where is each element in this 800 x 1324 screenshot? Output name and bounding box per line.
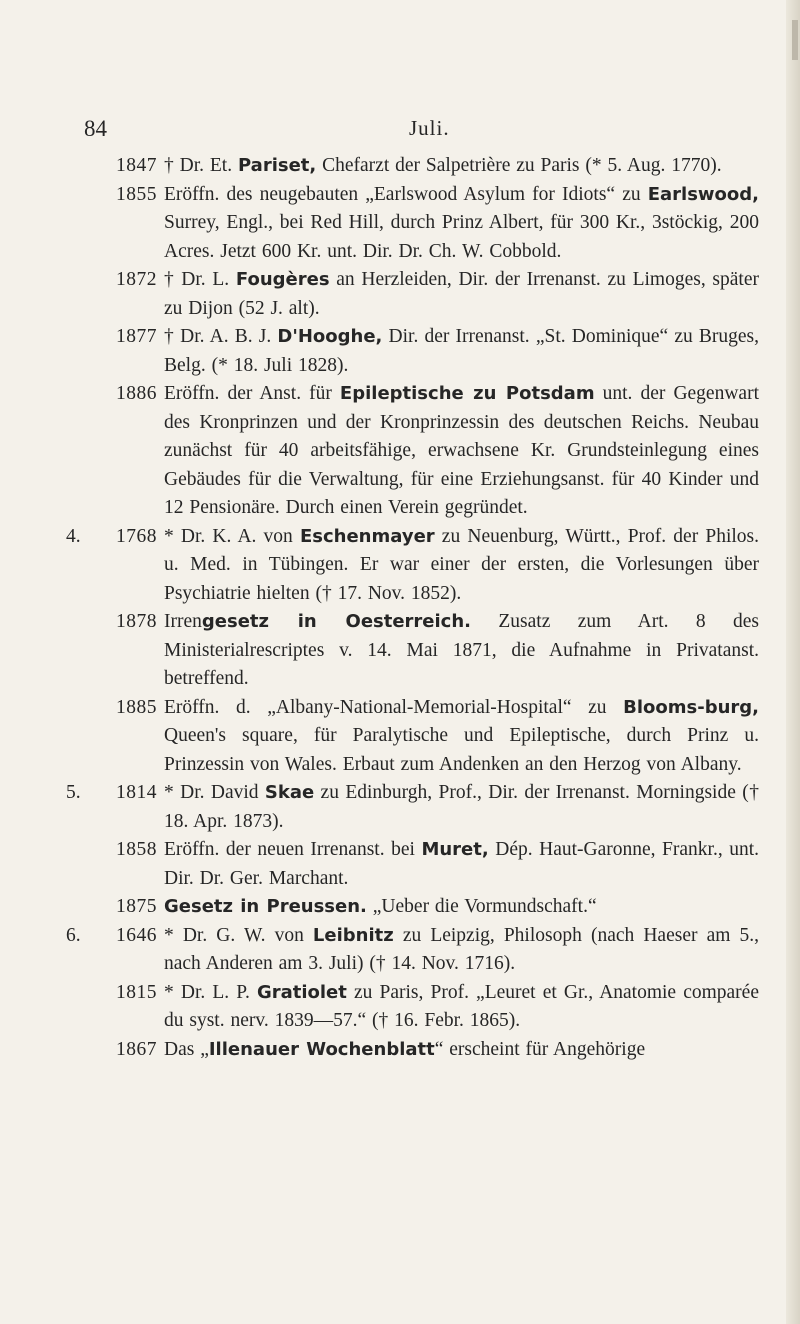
entry-text — [164, 694, 759, 780]
entry-text-pre: Eröffn. d. „Albany-National-Memorial-Hospital“ zu — [164, 696, 624, 718]
entry — [0, 979, 800, 1036]
entry-year: 1872 — [116, 269, 157, 290]
entry-name: Eschenmayer — [299, 525, 435, 547]
entry-text-post: zu Paris, Prof. „Leuret et Gr., Anatomie comparée du syst. nerv. 1839—57.“ († 16. Febr. 1865). — [164, 981, 759, 1031]
entry-text-pre: † Dr. A. B. J. — [164, 326, 278, 347]
page-edge-mark — [792, 20, 798, 60]
entry-text-post: “ erscheint für Angehörige — [434, 1038, 646, 1060]
entry-name: Epileptische zu Potsdam — [339, 383, 595, 404]
entry-text — [164, 922, 759, 979]
entry-text — [164, 608, 759, 694]
entry-text-post: Dir. der Irrenanst. „St. Dominique“ zu Bruges, Belg. (* 18. Juli 1828). — [164, 326, 759, 376]
entry-text-pre: Eröffn. des neugebauten „Earlswood Asylum for Idiots“ zu — [164, 183, 648, 205]
entry-text-pre: * Dr. K. A. von — [164, 525, 300, 547]
entry — [0, 266, 800, 323]
entry-name: Earlswood, — [647, 183, 759, 205]
entry-text-pre: Eröffn. der Anst. für — [164, 383, 340, 404]
entry — [0, 152, 800, 181]
entry — [0, 380, 800, 523]
entry-year: 1814 — [116, 782, 157, 803]
entry-text — [164, 836, 759, 893]
entry-text — [164, 893, 759, 922]
entry-text-post: zu Leipzig, Philosoph (nach Haeser am 5., nach Anderen am 3. Juli) († 14. Nov. 1716). — [164, 924, 759, 974]
entry-text-post: Zusatz zum Art. 8 des Ministerialrescriptes v. 14. Mai 1871, die Aufnahme in Privatanst. betreffend. — [164, 611, 759, 689]
entry-text — [164, 779, 759, 836]
entry-name: Fougères — [235, 269, 330, 290]
entry-text-pre: Eröffn. der neuen Irrenanst. bei — [164, 839, 422, 860]
entry — [0, 922, 800, 979]
entry — [0, 608, 800, 694]
entry-day: 5. — [66, 782, 81, 803]
entry-text-post: Chefarzt der Salpetrière zu Paris (* 5. Aug. 1770). — [316, 155, 722, 176]
entry-text-pre: Das „ — [164, 1038, 209, 1060]
entry-text-post: zu Edinburgh, Prof., Dir. der Irrenanst. Morningside († 18. Apr. 1873). — [164, 782, 759, 832]
page-number: 84 — [84, 116, 107, 141]
entry-text-pre: * Dr. L. P. — [164, 981, 257, 1003]
entry-day: 6. — [66, 924, 81, 946]
entry — [0, 836, 800, 893]
entry — [0, 323, 800, 380]
entry-year: 1858 — [116, 839, 157, 860]
entry-text — [164, 152, 759, 181]
entry-text-pre: * Dr. G. W. von — [164, 924, 313, 946]
entry — [0, 779, 800, 836]
entry-text — [164, 181, 759, 267]
entry-name: Illenauer Wochenblatt — [208, 1038, 435, 1060]
entry-text-pre: Irren — [164, 611, 202, 632]
entry-year: 1885 — [116, 696, 157, 718]
entry-name: Blooms-burg, — [623, 696, 759, 718]
entry-name: Muret, — [421, 839, 489, 860]
entry-year: 1855 — [116, 183, 157, 205]
entry-name: D'Hooghe, — [277, 326, 383, 347]
entry-name: Gesetz in Preussen. — [164, 896, 367, 917]
entry-year: 1877 — [116, 326, 157, 347]
entry-year: 1847 — [116, 155, 157, 176]
entry-text-post: an Herzleiden, Dir. der Irrenanst. zu Limoges, später zu Dijon (52 J. alt). — [164, 269, 759, 319]
entry-year: 1646 — [116, 924, 157, 946]
entry-text-post: Dép. Haut-Garonne, Frankr., unt. Dir. Dr. Ger. Marchant. — [164, 839, 760, 889]
entry-year: 1768 — [116, 525, 157, 547]
entry-text — [164, 523, 759, 609]
entry — [0, 523, 800, 609]
entry-text-post: zu Neuenburg, Württ., Prof. der Philos. u. Med. in Tübingen. Er war einer der ersten, die Vorlesungen über Psychiatrie hielten († 17. Nov. 1852). — [164, 525, 759, 604]
entry-name: Pariset, — [237, 155, 317, 176]
entry-text — [164, 1036, 759, 1065]
entry-year: 1867 — [116, 1038, 157, 1060]
chronicle-entries — [0, 152, 800, 1064]
entry-text-pre: * Dr. David — [164, 782, 265, 803]
entry-text-pre: † Dr. Et. — [164, 155, 238, 176]
entry-year: 1815 — [116, 981, 157, 1003]
entry — [0, 181, 800, 267]
entry-text-pre: † Dr. L. — [164, 269, 236, 290]
entry-text-post: unt. der Gegenwart des Kronprinzen und der Kronprinzessin des deutschen Reichs. Neubau zunächst für 40 arbeitsfähige, erwachsene Kr. Grundsteinlegung eines Gebäudes für die Verwaltung, für eine Erziehungsanst. für 40 Kinder und 12 Pensionäre. Durch einen Verein gegründet. — [164, 383, 759, 518]
entry-day: 4. — [66, 525, 81, 547]
entry-name: gesetz in Oesterreich. — [201, 611, 472, 632]
entry-text — [164, 266, 759, 323]
entry — [0, 1036, 800, 1065]
entry-text-post: Queen's square, für Paralytische und Epileptische, durch Prinz u. Prinzessin von Wales. Erbaut zum Andenken an den Herzog von Albany. — [164, 725, 759, 775]
entry-name: Skae — [264, 782, 315, 803]
entry-text-post: „Ueber die Vormundschaft.“ — [366, 896, 597, 917]
entry-text-post: Surrey, Engl., bei Red Hill, durch Prinz Albert, für 300 Kr., 3stöckig, 200 Acres. Jetzt 600 Kr. unt. Dir. Dr. Ch. W. Cobbold. — [164, 212, 759, 262]
page-header — [0, 108, 800, 148]
entry-year: 1875 — [116, 896, 157, 917]
entry — [0, 694, 800, 780]
entry-year: 1886 — [116, 383, 157, 404]
entry-year: 1878 — [116, 611, 157, 632]
running-title: Juli. — [409, 116, 450, 140]
entry — [0, 893, 800, 922]
entry-text — [164, 323, 759, 380]
entry-text — [164, 380, 759, 523]
entry-text — [164, 979, 759, 1036]
entry-name: Gratiolet — [256, 981, 347, 1003]
entry-name: Leibnitz — [312, 924, 394, 946]
